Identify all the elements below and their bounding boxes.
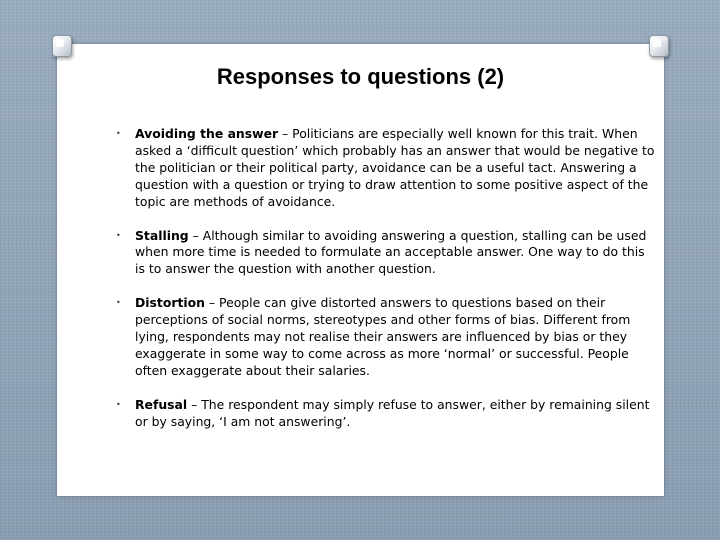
pushpin-icon [649, 35, 669, 57]
pushpin-icon [52, 35, 72, 57]
bullet-term: Distortion [135, 295, 205, 311]
bullet-text: Although similar to avoiding answering a question, stalling can be used when more time is needed to formulate an acceptable answer. One way to do this is to answer the question with another question. [135, 227, 647, 277]
bullet-term: Stalling [135, 227, 189, 243]
bullet-text: People can give distorted answers to questions based on their perceptions of social norms, stereotypes and other forms of bias. Different from lying, respondents may not realise their answers are influenced by bias or they exaggerate in some way to come across as more ‘normal’ or successful. People often exaggerate about their salaries. [135, 295, 631, 378]
slide-card [57, 44, 664, 496]
bullet-icon: • [116, 129, 121, 138]
bullet-separator: – [278, 126, 293, 141]
bullet-stalling [116, 228, 656, 279]
bullet-text: The respondent may simply refuse to answer, either by remaining silent or by saying, ‘I am not answering’. [135, 396, 650, 429]
bullet-separator: – [187, 396, 202, 412]
bullet-refusal [116, 397, 656, 431]
bullet-icon: • [116, 230, 121, 240]
bullet-avoiding-the-answer [116, 126, 656, 211]
bullet-list [116, 126, 656, 448]
bullet-term: Avoiding the answer [135, 126, 279, 141]
slide-title: Responses to questions (2) [216, 64, 505, 89]
bullet-distortion [116, 295, 656, 380]
bullet-term: Refusal [135, 396, 188, 412]
bullet-icon: • [116, 298, 121, 308]
bullet-separator: – [204, 295, 220, 311]
bullet-separator: – [188, 227, 203, 243]
bullet-text: Politicians are especially well known for this trait. When asked a ‘difficult question’ which probably has an answer that would be negative to the politician or their political party, avoidance can be a useful tact. Answering a question with a question or trying to draw attention to some positive aspect of the topic are methods of avoidance. [135, 126, 655, 209]
bullet-icon: • [116, 399, 121, 409]
